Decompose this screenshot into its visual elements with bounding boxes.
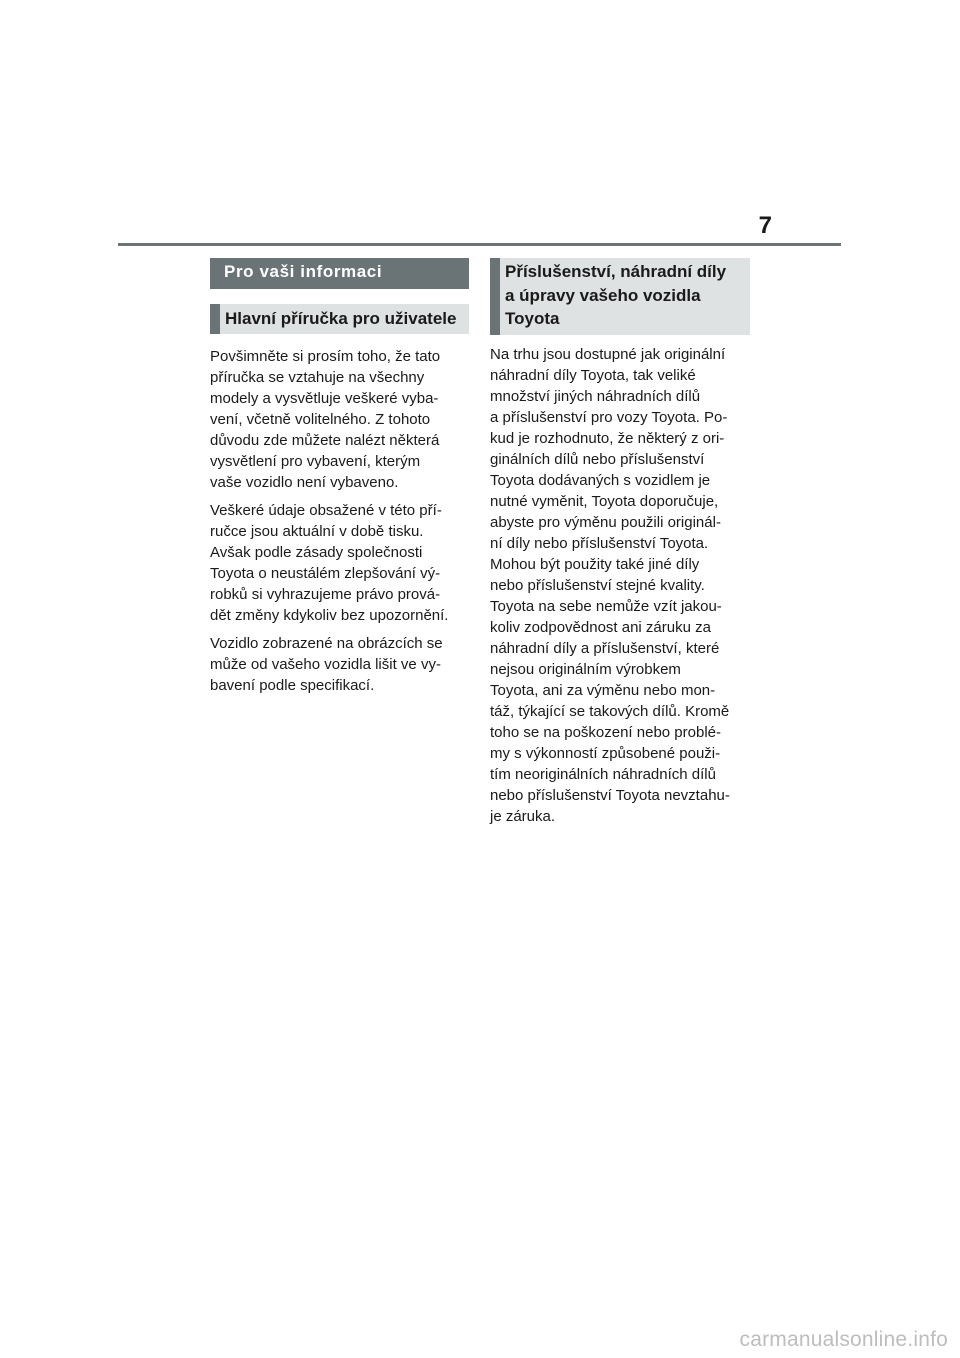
right-text-block bbox=[490, 344, 750, 827]
text-line: Avšak podle zásady společnosti bbox=[210, 544, 423, 561]
left-column bbox=[210, 258, 469, 696]
heading-line: Příslušenství, náhradní díly bbox=[505, 262, 727, 281]
text-line: koliv zodpovědnost ani záruku za bbox=[490, 619, 711, 636]
text-line: náhradní díly a příslušenství, které bbox=[490, 640, 720, 657]
text-line: abyste pro výměnu použili originál- bbox=[490, 514, 721, 531]
text-line: vaše vozidlo není vybaveno. bbox=[210, 474, 399, 491]
text-line: modely a vysvětluje veškeré vyba- bbox=[210, 390, 439, 407]
text-line: je záruka. bbox=[490, 808, 556, 825]
text-line: tím neoriginálních náhradních dílů bbox=[490, 766, 716, 783]
text-line: bavení podle specifikací. bbox=[210, 677, 375, 694]
right-column bbox=[490, 258, 750, 827]
heading-line: a úpravy vašeho vozidla bbox=[505, 285, 701, 305]
text-line: Toyota, ani za výměnu nebo mon- bbox=[490, 682, 716, 699]
text-line: nutné vyměnit, Toyota doporučuje, bbox=[490, 493, 719, 510]
paragraph bbox=[490, 344, 750, 827]
text-line: a příslušenství pro vozy Toyota. Po- bbox=[490, 409, 728, 426]
text-line: robků si vyhrazujeme právo prová- bbox=[210, 586, 441, 603]
text-line: toho se na poškození nebo problé- bbox=[490, 724, 721, 741]
text-line: příručka se vztahuje na všechny bbox=[210, 369, 425, 386]
text-line: důvodu zde můžete nalézt některá bbox=[210, 432, 440, 449]
page-number: 7 bbox=[758, 212, 772, 239]
text-line: ručce jsou aktuální v době tisku. bbox=[210, 523, 424, 540]
text-line: Mohou být použity také jiné díly bbox=[490, 556, 700, 573]
text-line: ginálních dílů nebo příslušenství bbox=[490, 451, 705, 468]
text-line: vení, včetně volitelného. Z tohoto bbox=[210, 411, 431, 428]
heading-line: Toyota bbox=[505, 309, 560, 328]
text-line: může od vašeho vozidla lišit ve vy- bbox=[210, 656, 441, 673]
sub-heading-user-manual: Hlavní příručka pro uživatele bbox=[210, 304, 469, 334]
text-line: táž, týkající se takových dílů. Kromě bbox=[490, 703, 730, 720]
text-line: Vozidlo zobrazené na obrázcích se bbox=[210, 635, 443, 652]
text-line: ní díly nebo příslušenství Toyota. bbox=[490, 535, 709, 552]
text-line: Toyota o neustálém zlepšování vý- bbox=[210, 565, 441, 582]
text-line: Povšimněte si prosím toho, že tato bbox=[210, 348, 441, 365]
paragraph bbox=[210, 500, 469, 626]
paragraph bbox=[210, 633, 469, 696]
text-line: kud je rozhodnuto, že některý z ori- bbox=[490, 430, 725, 447]
sub-heading-accessories bbox=[490, 258, 750, 335]
text-line: nebo příslušenství Toyota nevztahu- bbox=[490, 787, 730, 804]
section-heading: Pro vaši informaci bbox=[210, 258, 469, 289]
text-line: nejsou originálním výrobkem bbox=[490, 661, 681, 678]
text-line: my s výkonností způsobené použi- bbox=[490, 745, 721, 762]
top-rule bbox=[118, 243, 841, 246]
text-line: Veškeré údaje obsažené v této pří- bbox=[210, 502, 442, 519]
text-line: množství jiných náhradních dílů bbox=[490, 388, 701, 405]
text-line: Na trhu jsou dostupné jak originální bbox=[490, 346, 726, 363]
text-line: nebo příslušenství stejné kvality. bbox=[490, 577, 705, 594]
text-line: Toyota na sebe nemůže vzít jakou- bbox=[490, 598, 722, 615]
text-line: náhradní díly Toyota, tak veliké bbox=[490, 367, 696, 384]
text-line: Toyota dodávaných s vozidlem je bbox=[490, 472, 711, 489]
paragraph bbox=[210, 346, 469, 493]
left-text-block bbox=[210, 346, 469, 696]
watermark: carmanualsonline.info bbox=[739, 1328, 948, 1351]
text-line: dět změny kdykoliv bez upozornění. bbox=[210, 607, 449, 624]
text-line: vysvětlení pro vybavení, kterým bbox=[210, 453, 421, 470]
